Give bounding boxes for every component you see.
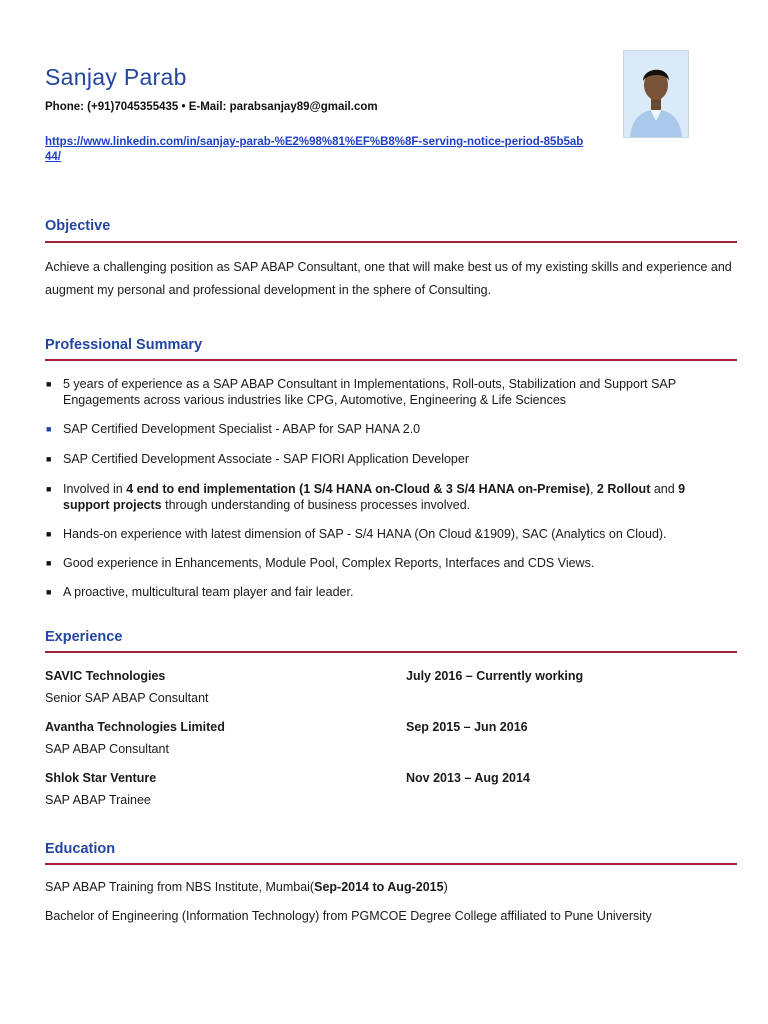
summary-item-text: through understanding of business processes involved. [161,498,471,512]
company-name: SAVIC Technologies [45,669,166,683]
person-photo-icon [624,51,688,137]
square-bullet-icon: ■ [46,558,52,568]
summary-list [45,376,725,600]
summary-heading: Professional Summary [45,337,203,353]
section-divider [45,359,737,361]
list-item [45,526,725,542]
summary-item-text: Good experience in Enhancements, Module Pool, Complex Reports, Interfaces and CDS Views. [63,556,595,570]
implementation-count: 4 end to end implementation (1 S/4 HANA on-Cloud & 3 S/4 HANA on-Premise) [126,482,590,496]
section-divider [45,651,737,653]
experience-heading: Experience [45,629,123,645]
summary-item-text: 5 years of experience as a SAP ABAP Consultant in Implementations, Roll-outs, Stabilization and Support SAP Engagements across various industries like CPG, Automotive, Engineering & Life Sciences [63,377,676,407]
education-heading: Education [45,841,116,857]
summary-item-text: , [589,482,597,496]
employment-dates: July 2016 – Currently working [406,669,584,683]
list-item [45,376,725,408]
company-name: Avantha Technologies Limited [45,720,225,734]
education-entry [45,880,448,894]
education-text: SAP ABAP Training from NBS Institute, Mumbai( [45,880,315,894]
section-divider [45,863,737,865]
employment-dates: Sep 2015 – Jun 2016 [406,720,528,734]
objective-text: Achieve a challenging position as SAP ABAP Consultant, one that will make best us of my existing skills and experience and augment my personal and professional development in the sphere of Consulting. [45,260,732,297]
list-item [45,481,725,513]
list-item [45,421,725,437]
square-bullet-icon: ■ [46,454,52,464]
square-bullet-icon: ■ [46,587,52,597]
job-title: SAP ABAP Consultant [45,742,169,756]
summary-item-text: Involved in [63,482,127,496]
linkedin-link[interactable]: https://www.linkedin.com/in/sanjay-parab-%E2%98%81%EF%B8%8F-serving-notice-period-85b5ab44/ [45,136,584,163]
summary-item-text: SAP Certified Development Associate - SAP FIORI Application Developer [63,452,469,466]
support-count: 9 support projects [63,482,686,512]
square-bullet-icon: ■ [46,529,52,539]
square-bullet-icon: ■ [46,484,52,494]
profile-photo [623,50,689,138]
square-bullet-icon: ■ [46,379,52,389]
list-item [45,584,725,600]
square-bullet-icon: ■ [46,424,52,434]
rollout-count: 2 Rollout [596,482,651,496]
job-title: Senior SAP ABAP Consultant [45,691,209,705]
list-item [45,555,725,571]
employment-dates: Nov 2013 – Aug 2014 [406,771,530,785]
company-name: Shlok Star Venture [45,771,157,785]
list-item [45,451,725,467]
candidate-name: Sanjay Parab [45,64,187,90]
education-entry: Bachelor of Engineering (Information Technology) from PGMCOE Degree College affiliated to Pune University [45,909,652,923]
objective-heading: Objective [45,218,111,234]
section-divider [45,241,737,243]
summary-item-text: SAP Certified Development Specialist - ABAP for SAP HANA 2.0 [63,422,421,436]
contact-line: Phone: (+91)7045355435 • E-Mail: parabsanjay89@gmail.com [45,101,378,113]
education-text: ) [443,880,448,894]
summary-item-text: and [650,482,679,496]
job-title: SAP ABAP Trainee [45,793,151,807]
summary-item-text: A proactive, multicultural team player and fair leader. [63,585,354,599]
summary-item-text: Hands-on experience with latest dimension of SAP - S/4 HANA (On Cloud &1909), SAC (Analytics on Cloud). [63,527,667,541]
education-dates: Sep-2014 to Aug-2015 [314,880,444,894]
